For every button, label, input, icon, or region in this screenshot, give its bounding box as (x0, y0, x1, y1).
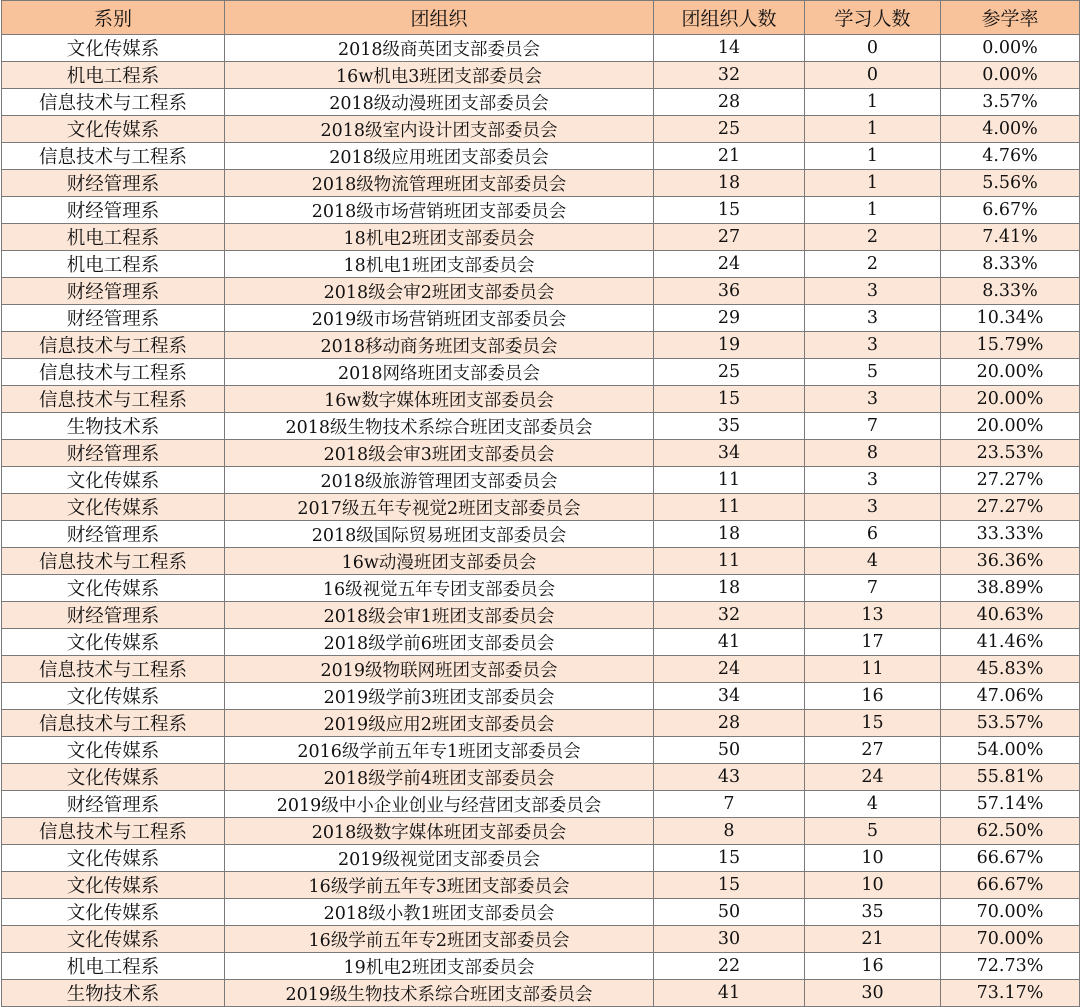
cell-organization: 2018级会审3班团支部委员会 (225, 440, 654, 467)
table-row (2, 170, 1080, 197)
cell-study-count: 1 (805, 170, 941, 197)
cell-organization: 2019级学前3班团支部委员会 (225, 683, 654, 710)
cell-study-count: 3 (805, 278, 941, 305)
cell-department: 财经管理系 (2, 602, 225, 629)
cell-participation-rate: 36.36% (941, 548, 1080, 575)
cell-study-count: 13 (805, 602, 941, 629)
cell-participation-rate: 8.33% (941, 251, 1080, 278)
cell-member-count: 11 (654, 494, 805, 521)
cell-department: 文化传媒系 (2, 899, 225, 926)
cell-study-count: 7 (805, 575, 941, 602)
cell-member-count: 50 (654, 737, 805, 764)
cell-member-count: 29 (654, 305, 805, 332)
cell-department: 信息技术与工程系 (2, 332, 225, 359)
cell-participation-rate: 70.00% (941, 926, 1080, 953)
header-row (2, 1, 1080, 35)
cell-organization: 2018级应用班团支部委员会 (225, 143, 654, 170)
table-row (2, 143, 1080, 170)
cell-department: 文化传媒系 (2, 683, 225, 710)
cell-study-count: 0 (805, 62, 941, 89)
cell-department: 文化传媒系 (2, 737, 225, 764)
cell-study-count: 4 (805, 548, 941, 575)
cell-member-count: 7 (654, 791, 805, 818)
cell-organization: 19机电2班团支部委员会 (225, 953, 654, 980)
cell-member-count: 32 (654, 602, 805, 629)
cell-department: 财经管理系 (2, 197, 225, 224)
cell-department: 机电工程系 (2, 224, 225, 251)
cell-participation-rate: 38.89% (941, 575, 1080, 602)
cell-participation-rate: 3.57% (941, 89, 1080, 116)
cell-study-count: 3 (805, 332, 941, 359)
cell-department: 生物技术系 (2, 413, 225, 440)
participation-table (1, 0, 1080, 1007)
cell-member-count: 30 (654, 926, 805, 953)
table-row (2, 737, 1080, 764)
cell-study-count: 0 (805, 35, 941, 62)
table-row (2, 818, 1080, 845)
table-row (2, 980, 1080, 1007)
cell-participation-rate: 8.33% (941, 278, 1080, 305)
table-row (2, 359, 1080, 386)
cell-department: 文化传媒系 (2, 926, 225, 953)
cell-study-count: 16 (805, 953, 941, 980)
cell-participation-rate: 40.63% (941, 602, 1080, 629)
cell-member-count: 27 (654, 224, 805, 251)
cell-organization: 16级学前五年专3班团支部委员会 (225, 872, 654, 899)
table-row (2, 440, 1080, 467)
cell-study-count: 3 (805, 386, 941, 413)
cell-organization: 2018级市场营销班团支部委员会 (225, 197, 654, 224)
cell-department: 文化传媒系 (2, 494, 225, 521)
table-row (2, 791, 1080, 818)
cell-participation-rate: 0.00% (941, 35, 1080, 62)
cell-organization: 2018级旅游管理团支部委员会 (225, 467, 654, 494)
cell-department: 机电工程系 (2, 62, 225, 89)
cell-participation-rate: 41.46% (941, 629, 1080, 656)
cell-participation-rate: 0.00% (941, 62, 1080, 89)
table-row (2, 521, 1080, 548)
cell-organization: 2019级中小企业创业与经营团支部委员会 (225, 791, 654, 818)
table-row (2, 116, 1080, 143)
table-row (2, 602, 1080, 629)
table-row (2, 197, 1080, 224)
cell-study-count: 5 (805, 359, 941, 386)
cell-study-count: 1 (805, 116, 941, 143)
cell-member-count: 34 (654, 440, 805, 467)
cell-department: 文化传媒系 (2, 575, 225, 602)
cell-department: 文化传媒系 (2, 845, 225, 872)
cell-member-count: 24 (654, 251, 805, 278)
cell-department: 文化传媒系 (2, 467, 225, 494)
cell-study-count: 1 (805, 197, 941, 224)
cell-organization: 2019级物联网班团支部委员会 (225, 656, 654, 683)
cell-study-count: 4 (805, 791, 941, 818)
cell-department: 机电工程系 (2, 251, 225, 278)
cell-participation-rate: 45.83% (941, 656, 1080, 683)
cell-member-count: 35 (654, 413, 805, 440)
cell-department: 信息技术与工程系 (2, 548, 225, 575)
cell-member-count: 41 (654, 980, 805, 1007)
table-row (2, 494, 1080, 521)
cell-organization: 16w动漫班团支部委员会 (225, 548, 654, 575)
cell-study-count: 30 (805, 980, 941, 1007)
cell-department: 信息技术与工程系 (2, 818, 225, 845)
table-row (2, 224, 1080, 251)
header-study-count: 学习人数 (805, 1, 941, 35)
cell-participation-rate: 55.81% (941, 764, 1080, 791)
cell-study-count: 35 (805, 899, 941, 926)
cell-study-count: 7 (805, 413, 941, 440)
cell-member-count: 18 (654, 575, 805, 602)
cell-member-count: 14 (654, 35, 805, 62)
cell-organization: 2019级视觉团支部委员会 (225, 845, 654, 872)
cell-participation-rate: 33.33% (941, 521, 1080, 548)
cell-organization: 18机电2班团支部委员会 (225, 224, 654, 251)
cell-department: 信息技术与工程系 (2, 359, 225, 386)
table-row (2, 278, 1080, 305)
cell-organization: 2018级会审1班团支部委员会 (225, 602, 654, 629)
cell-participation-rate: 15.79% (941, 332, 1080, 359)
cell-participation-rate: 20.00% (941, 386, 1080, 413)
cell-organization: 2018移动商务班团支部委员会 (225, 332, 654, 359)
cell-department: 信息技术与工程系 (2, 89, 225, 116)
cell-participation-rate: 47.06% (941, 683, 1080, 710)
cell-organization: 2018级会审2班团支部委员会 (225, 278, 654, 305)
cell-department: 信息技术与工程系 (2, 656, 225, 683)
cell-member-count: 15 (654, 386, 805, 413)
cell-member-count: 22 (654, 953, 805, 980)
cell-member-count: 36 (654, 278, 805, 305)
cell-department: 机电工程系 (2, 953, 225, 980)
table-row (2, 305, 1080, 332)
cell-participation-rate: 10.34% (941, 305, 1080, 332)
cell-department: 财经管理系 (2, 440, 225, 467)
cell-study-count: 6 (805, 521, 941, 548)
table-row (2, 89, 1080, 116)
cell-department: 信息技术与工程系 (2, 386, 225, 413)
table-row (2, 548, 1080, 575)
cell-member-count: 18 (654, 521, 805, 548)
cell-study-count: 1 (805, 143, 941, 170)
table-row (2, 575, 1080, 602)
cell-organization: 2017级五年专视觉2班团支部委员会 (225, 494, 654, 521)
cell-study-count: 24 (805, 764, 941, 791)
cell-department: 财经管理系 (2, 305, 225, 332)
cell-organization: 2019级应用2班团支部委员会 (225, 710, 654, 737)
cell-organization: 2018级物流管理班团支部委员会 (225, 170, 654, 197)
cell-participation-rate: 62.50% (941, 818, 1080, 845)
cell-member-count: 11 (654, 467, 805, 494)
cell-study-count: 21 (805, 926, 941, 953)
cell-member-count: 43 (654, 764, 805, 791)
cell-member-count: 15 (654, 197, 805, 224)
cell-organization: 2018级生物技术系综合班团支部委员会 (225, 413, 654, 440)
header-organization: 团组织 (225, 1, 654, 35)
table-row (2, 35, 1080, 62)
table-header (2, 1, 1080, 35)
cell-member-count: 15 (654, 872, 805, 899)
cell-organization: 2018级商英团支部委员会 (225, 35, 654, 62)
cell-participation-rate: 6.67% (941, 197, 1080, 224)
cell-organization: 16级视觉五年专团支部委员会 (225, 575, 654, 602)
cell-department: 文化传媒系 (2, 35, 225, 62)
cell-participation-rate: 57.14% (941, 791, 1080, 818)
cell-department: 财经管理系 (2, 278, 225, 305)
cell-organization: 2016级学前五年专1班团支部委员会 (225, 737, 654, 764)
cell-organization: 16w数字媒体班团支部委员会 (225, 386, 654, 413)
cell-study-count: 17 (805, 629, 941, 656)
cell-organization: 2018级动漫班团支部委员会 (225, 89, 654, 116)
cell-participation-rate: 53.57% (941, 710, 1080, 737)
cell-participation-rate: 54.00% (941, 737, 1080, 764)
cell-department: 生物技术系 (2, 980, 225, 1007)
table-row (2, 953, 1080, 980)
table-row (2, 845, 1080, 872)
table-body (2, 35, 1080, 1007)
cell-department: 文化传媒系 (2, 116, 225, 143)
cell-organization: 16w机电3班团支部委员会 (225, 62, 654, 89)
cell-study-count: 15 (805, 710, 941, 737)
cell-study-count: 11 (805, 656, 941, 683)
table-row (2, 710, 1080, 737)
header-member-count: 团组织人数 (654, 1, 805, 35)
cell-member-count: 11 (654, 548, 805, 575)
cell-study-count: 2 (805, 251, 941, 278)
cell-organization: 2018网络班团支部委员会 (225, 359, 654, 386)
table-row (2, 872, 1080, 899)
cell-study-count: 16 (805, 683, 941, 710)
cell-member-count: 15 (654, 845, 805, 872)
cell-department: 文化传媒系 (2, 872, 225, 899)
cell-participation-rate: 20.00% (941, 359, 1080, 386)
cell-member-count: 50 (654, 899, 805, 926)
cell-organization: 2018级数字媒体班团支部委员会 (225, 818, 654, 845)
cell-organization: 2018级学前6班团支部委员会 (225, 629, 654, 656)
cell-department: 信息技术与工程系 (2, 710, 225, 737)
cell-participation-rate: 27.27% (941, 467, 1080, 494)
table-row (2, 332, 1080, 359)
table-row (2, 413, 1080, 440)
cell-study-count: 10 (805, 845, 941, 872)
table-row (2, 926, 1080, 953)
cell-member-count: 19 (654, 332, 805, 359)
header-participation-rate: 参学率 (941, 1, 1080, 35)
cell-member-count: 24 (654, 656, 805, 683)
cell-member-count: 18 (654, 170, 805, 197)
cell-member-count: 28 (654, 710, 805, 737)
cell-member-count: 8 (654, 818, 805, 845)
table-row (2, 251, 1080, 278)
cell-organization: 2019级市场营销班团支部委员会 (225, 305, 654, 332)
cell-study-count: 3 (805, 467, 941, 494)
cell-department: 财经管理系 (2, 791, 225, 818)
cell-department: 信息技术与工程系 (2, 143, 225, 170)
table-row (2, 467, 1080, 494)
cell-organization: 16级学前五年专2班团支部委员会 (225, 926, 654, 953)
cell-member-count: 34 (654, 683, 805, 710)
cell-department: 文化传媒系 (2, 629, 225, 656)
cell-participation-rate: 72.73% (941, 953, 1080, 980)
header-department: 系别 (2, 1, 225, 35)
cell-participation-rate: 66.67% (941, 872, 1080, 899)
cell-participation-rate: 23.53% (941, 440, 1080, 467)
table-row (2, 683, 1080, 710)
cell-study-count: 3 (805, 494, 941, 521)
table-row (2, 386, 1080, 413)
cell-study-count: 5 (805, 818, 941, 845)
cell-participation-rate: 70.00% (941, 899, 1080, 926)
table-row (2, 764, 1080, 791)
cell-organization: 2018级小教1班团支部委员会 (225, 899, 654, 926)
table-row (2, 899, 1080, 926)
cell-study-count: 2 (805, 224, 941, 251)
cell-participation-rate: 7.41% (941, 224, 1080, 251)
cell-study-count: 10 (805, 872, 941, 899)
cell-organization: 2018级国际贸易班团支部委员会 (225, 521, 654, 548)
cell-member-count: 21 (654, 143, 805, 170)
cell-department: 财经管理系 (2, 521, 225, 548)
cell-member-count: 25 (654, 359, 805, 386)
cell-participation-rate: 27.27% (941, 494, 1080, 521)
cell-participation-rate: 5.56% (941, 170, 1080, 197)
table-row (2, 62, 1080, 89)
cell-department: 财经管理系 (2, 170, 225, 197)
cell-study-count: 27 (805, 737, 941, 764)
cell-participation-rate: 4.00% (941, 116, 1080, 143)
table-row (2, 656, 1080, 683)
cell-participation-rate: 73.17% (941, 980, 1080, 1007)
cell-member-count: 32 (654, 62, 805, 89)
cell-member-count: 25 (654, 116, 805, 143)
cell-organization: 2018级室内设计团支部委员会 (225, 116, 654, 143)
table-row (2, 629, 1080, 656)
cell-member-count: 41 (654, 629, 805, 656)
cell-participation-rate: 4.76% (941, 143, 1080, 170)
cell-participation-rate: 20.00% (941, 413, 1080, 440)
cell-organization: 2018级学前4班团支部委员会 (225, 764, 654, 791)
cell-participation-rate: 66.67% (941, 845, 1080, 872)
cell-member-count: 28 (654, 89, 805, 116)
cell-department: 文化传媒系 (2, 764, 225, 791)
cell-study-count: 1 (805, 89, 941, 116)
cell-organization: 18机电1班团支部委员会 (225, 251, 654, 278)
cell-study-count: 3 (805, 305, 941, 332)
cell-study-count: 8 (805, 440, 941, 467)
cell-organization: 2019级生物技术系综合班团支部委员会 (225, 980, 654, 1007)
